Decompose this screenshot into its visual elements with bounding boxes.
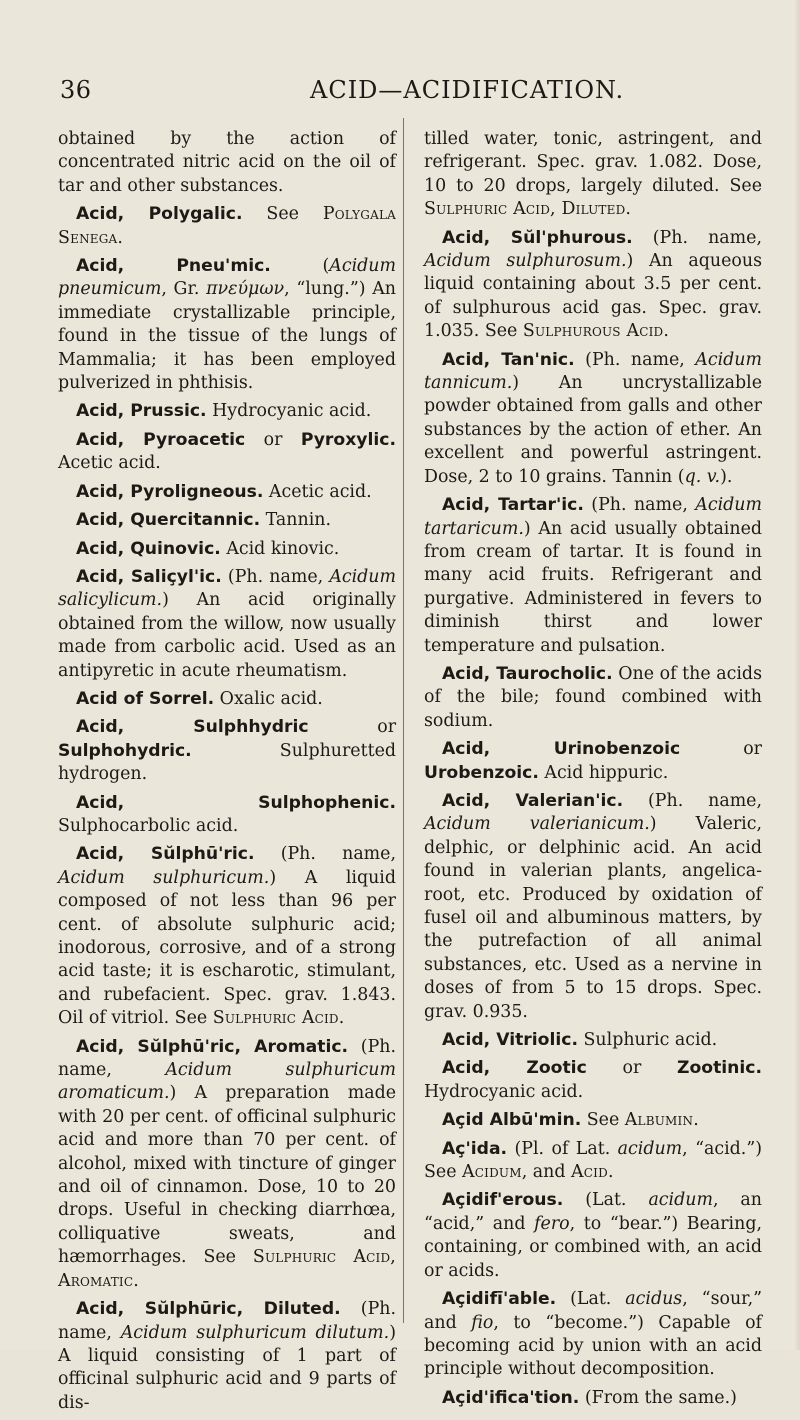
latin-abbrev: q. v. <box>684 466 721 487</box>
entry-prussic <box>58 400 396 423</box>
entry-term: Acid, Tartar'ic. <box>442 495 584 516</box>
entry-text: Acid kinovic. <box>220 538 340 559</box>
latin-name: acidum <box>648 1190 713 1211</box>
cross-reference: Albumin <box>624 1110 694 1131</box>
latin-name: Acidum sulphuricum aromaticum. <box>58 1060 396 1104</box>
entry-text: ) A preparation made with 20 per cent. of officinal sulphuric acid and more than 70 per cent. of alcohol, mixed with tincture of ginger and oil of cinnamon. Dose, 10 to 20 drops. Useful in checking diarrhœa, colliquative sweats, and hæmorrhages. See <box>58 1083 396 1268</box>
entry-term: Acid, Urinobenzoic <box>442 739 681 760</box>
entry-vitriolic <box>424 1029 762 1052</box>
entry-text: (Ph. name, <box>574 349 696 370</box>
entry-text: Sulphuric acid. <box>577 1030 718 1051</box>
entry-salicylic <box>58 566 396 683</box>
entry-text: Acetic acid. <box>263 481 372 502</box>
entry-text: (From the same.) <box>579 1387 737 1408</box>
entry-term: Acid of Sorrel. <box>76 688 215 709</box>
entry-text: ) An uncrystallizable powder obtained from galls and other substances by the action of ether. An excellent and powerful astringent. Dose, 2 to 10 grains. Tannin ( <box>424 373 762 487</box>
entry-term: Acid, Sŭlphū'ric, Aromatic. <box>76 1036 349 1057</box>
entry-term: Açid Albū'min. <box>442 1110 582 1131</box>
entry-text: , “sour,” and <box>424 1289 762 1333</box>
entry-term: Acid, Quercitannic. <box>76 510 261 531</box>
entry-text: Sulphuretted hydrogen. <box>58 740 396 785</box>
running-head: ACID—ACIDIFICATION. <box>310 76 625 104</box>
latin-name: fero <box>534 1213 570 1234</box>
entry-valerianic <box>424 790 762 1024</box>
entry-taurocholic <box>424 663 762 733</box>
entry-polygalic <box>58 203 396 250</box>
cross-reference: Sulphurous Acid <box>522 321 664 342</box>
entry-text: . <box>607 1162 614 1183</box>
entry-text: See <box>242 204 323 225</box>
entry-text: Oxalic acid. <box>214 688 323 709</box>
column-divider <box>403 118 404 1323</box>
latin-name: Acidum valerianicum. <box>424 814 650 835</box>
entry-text: . <box>117 227 123 248</box>
entry-text: ( <box>270 256 330 277</box>
cross-reference: Sulphuric Acid, Diluted <box>424 199 626 220</box>
entry-sulphuric-aromatic <box>58 1036 396 1293</box>
entry-quercitannic <box>58 509 396 532</box>
entry-sulphurous <box>424 227 762 344</box>
entry-term: Açid'ifica'tion. <box>442 1387 580 1408</box>
entry-term: Acid, Sŭl'phurous. <box>442 227 633 248</box>
entry-text: ) A liquid consisting of 1 part of officinal sulphuric acid and 9 parts of dis- <box>58 1322 396 1413</box>
entry-term: Acid, Prussic. <box>76 401 207 422</box>
entry-sulphuric <box>58 843 396 1030</box>
entry-tannic <box>424 349 762 489</box>
cross-reference: Acidum <box>462 1162 522 1183</box>
entry-term-alt: Sulphohydric. <box>58 740 192 761</box>
page-edge <box>794 0 800 1350</box>
entry-term: Acid, Pneu'mic. <box>76 256 271 277</box>
entry-tartaric <box>424 494 762 658</box>
entry-acidifiable <box>424 1288 762 1382</box>
latin-name: Acidum sulphurosum. <box>424 251 627 272</box>
entry-term: Acid, Sŭlphūric, Diluted. <box>76 1299 341 1320</box>
entry-text: ) An acid originally obtained from the willow, now usually made from carbolic acid. Used as an antipyretic in acute rheumatism. <box>58 590 396 681</box>
entry-text: Sulphocarbolic acid. <box>58 815 239 836</box>
entry-pyroacetic <box>58 429 396 476</box>
entry-text: (Lat. <box>556 1289 626 1310</box>
entry-text: or <box>586 1058 677 1079</box>
entry-text: , and <box>521 1162 572 1183</box>
entry-continuation <box>424 128 762 222</box>
entry-term: Acid, Taurocholic. <box>442 663 613 684</box>
latin-name: Acidum tannicum. <box>424 349 762 394</box>
entry-acida <box>424 1138 762 1185</box>
entry-text: or <box>245 429 301 450</box>
entry-term: Acid, Tan'nic. <box>442 349 575 370</box>
entry-text: . <box>625 199 631 220</box>
latin-name: Acidum sulphuricum dilutum. <box>120 1322 390 1343</box>
entry-term: Acid, Saliçyl'ic. <box>76 566 222 587</box>
left-column <box>58 128 396 1420</box>
entry-text: (Ph. name, <box>583 495 696 516</box>
entry-text: (Ph. name, <box>623 790 762 811</box>
entry-pneumic <box>58 255 396 395</box>
entry-acid-albumin <box>424 1109 762 1132</box>
entry-term: Acid, Sulphophenic. <box>76 792 396 813</box>
cross-reference: Acid <box>571 1162 608 1183</box>
latin-name: Acidum salicylicum. <box>58 566 396 611</box>
entry-text: See <box>581 1110 625 1131</box>
latin-name: Acidum pneumicum <box>58 256 396 300</box>
entry-text: , to “become.”) Capable of becoming acid by union with an acid principle without decomposition. <box>424 1312 762 1380</box>
latin-name: Acidum sulphuricum. <box>58 867 270 888</box>
cross-reference: Sulphuric Acid <box>212 1008 339 1029</box>
entry-text: ) An aqueous liquid containing about 3.5 per cent. of sulphurous acid gas. Spec. grav. 1.035. See <box>424 251 763 342</box>
latin-name: fio <box>471 1312 494 1333</box>
entry-text: ) A liquid composed of not less than 96 per cent. of absolute sulphuric acid; inodorous, corrosive, and of a strong acid taste; it is escharotic, stimulant, and rubefacient. Spec. grav. 1.843. Oil of vitriol. See <box>58 867 396 1029</box>
entry-term-alt: Urobenzoic. <box>424 762 539 783</box>
entry-text: ) Valeric, delphic, or delphinic acid. An acid found in valerian plants, angelica-root, etc. Produced by oxidation of fusel oil and albuminous matters, by the putrefaction of all animal substances, etc. Used as a nervine in doses of from 5 to 15 drops. Spec. grav. 0.935. <box>424 814 762 1022</box>
entry-text: . <box>338 1008 345 1029</box>
entry-term: Acid, Sulphhydric <box>76 717 309 738</box>
entry-text: , “acid.”) See <box>424 1138 762 1183</box>
entry-term: Acid, Vitriolic. <box>442 1030 578 1051</box>
entry-aciderous <box>424 1189 762 1283</box>
entry-pyroligneous <box>58 481 396 504</box>
entry-text: or <box>680 739 762 760</box>
entry-text: (Pl. of Lat. <box>507 1138 618 1159</box>
entry-text: Hydrocyanic acid. <box>206 401 372 422</box>
cross-reference: Sulphuric Acid, Aromatic <box>58 1247 397 1291</box>
entry-text: (Ph. name, <box>58 1299 396 1343</box>
entry-term: Açidif'erous. <box>442 1190 564 1211</box>
entry-sorrel <box>58 688 396 711</box>
entry-text: Acetic acid. <box>58 453 161 474</box>
entry-term: Açidifī'able. <box>442 1289 557 1310</box>
entry-zootic <box>424 1057 762 1104</box>
entry-text: (Lat. <box>563 1190 649 1211</box>
entry-text: , “lung.”) An immediate crystallizable principle, found in the tissue of the lungs of Mammalia; it has been employed pulverized in phthisis. <box>58 279 396 394</box>
entry-term: Acid, Valerian'ic. <box>442 790 624 811</box>
entry-text: One of the acids of the bile; found combined with sodium. <box>424 663 762 731</box>
entry-text: , Gr. <box>161 279 207 300</box>
entry-sulphhydric <box>58 716 396 786</box>
entry-text: Acid hippuric. <box>538 762 669 783</box>
latin-name: Acidum tartaricum. <box>424 495 762 539</box>
entry-text: Hydrocyanic acid. <box>424 1081 584 1102</box>
entry-text: . <box>133 1270 139 1291</box>
entry-term-alt: Zootinic. <box>676 1058 763 1079</box>
page-number: 36 <box>60 76 92 104</box>
entry-acidification <box>424 1387 762 1410</box>
entry-text: (Ph. name, <box>254 844 396 865</box>
latin-name: acidum <box>617 1138 683 1159</box>
entry-term-alt: Pyroxylic. <box>300 429 397 450</box>
entry-urinobenzoic <box>424 738 762 785</box>
entry-text: tilled water, tonic, astringent, and refrigerant. Spec. grav. 1.082. Dose, 10 to 20 drops, largely diluted. See <box>424 129 762 196</box>
entry-term: Aç'ida. <box>442 1138 508 1159</box>
entry-quinovic <box>58 538 396 561</box>
entry-text: ) An acid usually obtained from cream of tartar. It is found in many acid fruits. Refrigerant and purgative. Administered in fevers to diminish thirst and lower temperature and pulsation. <box>424 518 762 656</box>
right-column <box>424 128 762 1415</box>
entry-term: Acid, Pyroacetic <box>76 429 246 450</box>
entry-text: , to “bear.”) Bearing, containing, or combined with, an acid or acids. <box>424 1213 762 1281</box>
latin-name: acidus <box>625 1289 683 1310</box>
entry-text: (Ph. name, <box>632 227 762 248</box>
entry-term: Acid, Polygalic. <box>76 204 243 225</box>
entry-text: Tannin. <box>260 510 331 531</box>
entry-term: Acid, Sŭlphū'ric. <box>76 844 255 865</box>
entry-sulphophenic <box>58 792 396 839</box>
entry-continuation: obtained by the action of concentrated nitric acid on the oil of tar and other substances. <box>58 129 396 196</box>
entry-term: Acid, Zootic <box>442 1058 587 1079</box>
entry-text: ). <box>720 466 733 487</box>
greek-word: πνεύμων <box>206 279 285 300</box>
entry-text: . <box>693 1110 699 1131</box>
entry-term: Acid, Quinovic. <box>76 538 221 559</box>
entry-text: . <box>663 321 669 342</box>
entry-sulphuric-diluted <box>58 1298 396 1415</box>
entry-text: , an “acid,” and <box>424 1190 763 1234</box>
entry-text: or <box>308 717 397 738</box>
cross-reference: Polygala Senega <box>58 204 396 248</box>
entry-term: Acid, Pyroligneous. <box>76 481 264 502</box>
entry-text: (Ph. name, <box>58 1036 396 1081</box>
entry-text: (Ph. name, <box>221 566 330 587</box>
